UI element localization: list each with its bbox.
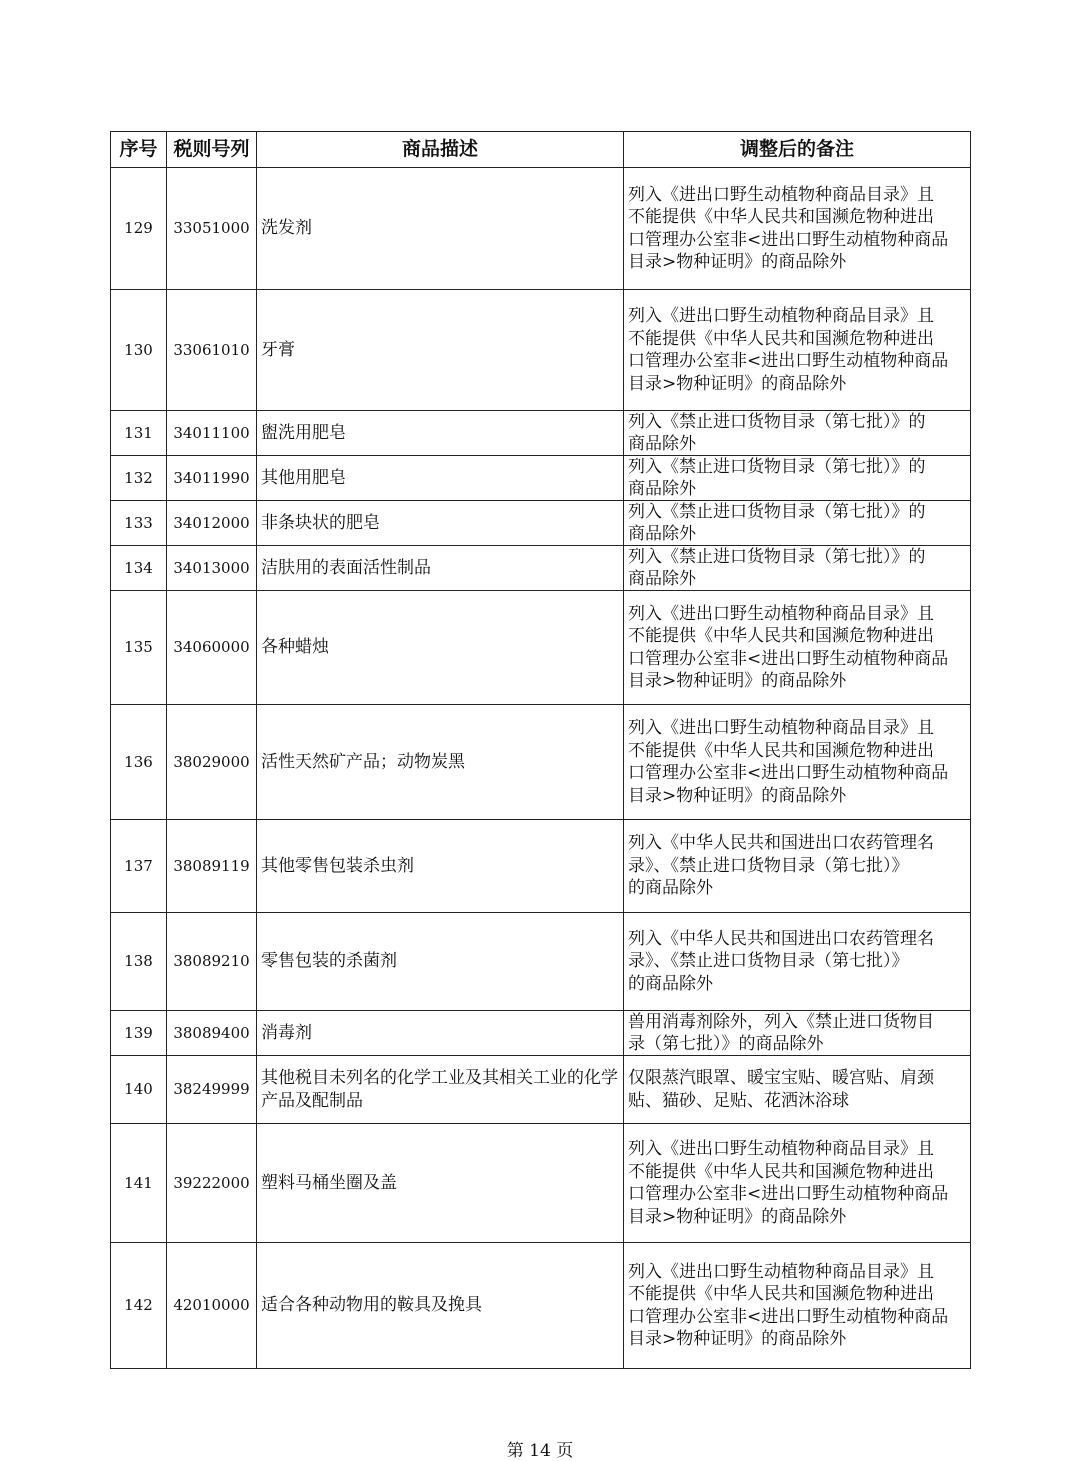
product-description: 其他税目未列名的化学工业及其相关工业的化学产品及配制品 [257,1056,624,1124]
row-number: 140 [111,1056,167,1124]
table-row [111,501,971,546]
header-code: 税则号列 [167,132,257,168]
tariff-table [110,131,971,1369]
table-row [111,1056,971,1124]
row-number: 139 [111,1011,167,1056]
row-number: 132 [111,456,167,501]
product-description: 非条块状的肥皂 [257,501,624,546]
product-description: 零售包装的杀菌剂 [257,913,624,1011]
tariff-code: 34012000 [167,501,257,546]
product-description: 牙膏 [257,290,624,411]
table-row [111,913,971,1011]
row-number: 141 [111,1124,167,1243]
table-row [111,290,971,411]
table-row [111,705,971,820]
table-row [111,1243,971,1369]
table-header-row [111,132,971,168]
product-description: 消毒剂 [257,1011,624,1056]
table-row [111,411,971,456]
tariff-code: 33051000 [167,168,257,290]
row-number: 142 [111,1243,167,1369]
adjusted-note: 列入《进出口野生动植物种商品目录》且 不能提供《中华人民共和国濒危物种进出 口管理办公室非<进出口野生动植物种商品 目录>物种证明》的商品除外 [624,1243,971,1369]
header-desc: 商品描述 [257,132,624,168]
adjusted-note: 列入《进出口野生动植物种商品目录》且 不能提供《中华人民共和国濒危物种进出 口管理办公室非<进出口野生动植物种商品 目录>物种证明》的商品除外 [624,705,971,820]
adjusted-note: 列入《禁止进口货物目录（第七批）》的 商品除外 [624,411,971,456]
row-number: 133 [111,501,167,546]
table-row [111,168,971,290]
tariff-code: 34011990 [167,456,257,501]
adjusted-note: 列入《中华人民共和国进出口农药管理名 录》、《禁止进口货物目录（第七批）》 的商品除外 [624,820,971,913]
row-number: 129 [111,168,167,290]
product-description: 适合各种动物用的鞍具及挽具 [257,1243,624,1369]
adjusted-note: 列入《中华人民共和国进出口农药管理名 录》、《禁止进口货物目录（第七批）》 的商品除外 [624,913,971,1011]
tariff-code: 39222000 [167,1124,257,1243]
product-description: 其他零售包装杀虫剂 [257,820,624,913]
row-number: 138 [111,913,167,1011]
table-row [111,820,971,913]
tariff-code: 38089119 [167,820,257,913]
tariff-code: 34060000 [167,591,257,705]
adjusted-note: 列入《禁止进口货物目录（第七批）》的 商品除外 [624,501,971,546]
product-description: 洁肤用的表面活性制品 [257,546,624,591]
page-number: 第 14 页 [506,1441,574,1461]
table-row [111,1124,971,1243]
adjusted-note: 仅限蒸汽眼罩、暖宝宝贴、暖宫贴、肩颈 贴、猫砂、足贴、花洒沐浴球 [624,1056,971,1124]
adjusted-note: 列入《进出口野生动植物种商品目录》且 不能提供《中华人民共和国濒危物种进出 口管理办公室非<进出口野生动植物种商品 目录>物种证明》的商品除外 [624,168,971,290]
row-number: 134 [111,546,167,591]
adjusted-note: 列入《禁止进口货物目录（第七批）》的 商品除外 [624,546,971,591]
table-row [111,591,971,705]
product-description: 活性天然矿产品；动物炭黑 [257,705,624,820]
table-row [111,1011,971,1056]
product-description: 塑料马桶坐圈及盖 [257,1124,624,1243]
row-number: 137 [111,820,167,913]
product-description: 洗发剂 [257,168,624,290]
product-description: 其他用肥皂 [257,456,624,501]
tariff-code: 33061010 [167,290,257,411]
product-description: 各种蜡烛 [257,591,624,705]
row-number: 131 [111,411,167,456]
tariff-code: 38089210 [167,913,257,1011]
product-description: 盥洗用肥皂 [257,411,624,456]
table-row [111,456,971,501]
row-number: 135 [111,591,167,705]
adjusted-note: 列入《进出口野生动植物种商品目录》且 不能提供《中华人民共和国濒危物种进出 口管理办公室非<进出口野生动植物种商品 目录>物种证明》的商品除外 [624,591,971,705]
tariff-code: 42010000 [167,1243,257,1369]
tariff-code: 34011100 [167,411,257,456]
tariff-code: 38249999 [167,1056,257,1124]
adjusted-note: 列入《进出口野生动植物种商品目录》且 不能提供《中华人民共和国濒危物种进出 口管理办公室非<进出口野生动植物种商品 目录>物种证明》的商品除外 [624,1124,971,1243]
tariff-code: 38029000 [167,705,257,820]
adjusted-note: 兽用消毒剂除外，列入《禁止进口货物目 录（第七批）》的商品除外 [624,1011,971,1056]
adjusted-note: 列入《进出口野生动植物种商品目录》且 不能提供《中华人民共和国濒危物种进出 口管理办公室非<进出口野生动植物种商品 目录>物种证明》的商品除外 [624,290,971,411]
table-row [111,546,971,591]
tariff-code: 38089400 [167,1011,257,1056]
adjusted-note: 列入《禁止进口货物目录（第七批）》的 商品除外 [624,456,971,501]
header-no: 序号 [111,132,167,168]
row-number: 136 [111,705,167,820]
tariff-code: 34013000 [167,546,257,591]
row-number: 130 [111,290,167,411]
header-note: 调整后的备注 [624,132,971,168]
